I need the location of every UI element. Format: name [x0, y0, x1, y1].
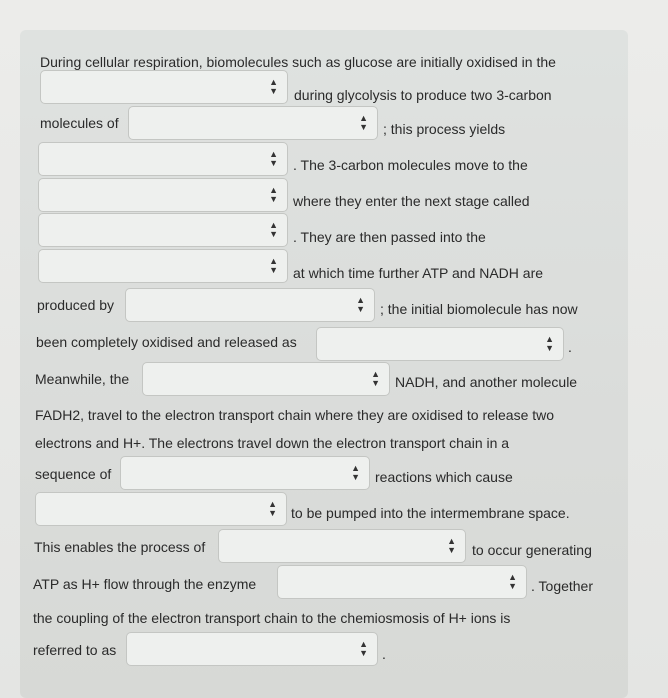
dropdown-3[interactable]	[38, 142, 288, 176]
up-down-arrow-icon: ▲ ▼	[359, 639, 368, 658]
dropdown-5[interactable]	[38, 213, 288, 247]
question-text: to occur generating	[472, 542, 592, 558]
dropdown-14[interactable]	[126, 632, 378, 666]
up-down-arrow-icon: ▲ ▼	[269, 77, 278, 96]
up-down-arrow-icon: ▲ ▼	[269, 220, 278, 239]
up-down-arrow-icon: ▲ ▼	[371, 369, 380, 388]
question-text: NADH, and another molecule	[395, 374, 578, 390]
dropdown-12[interactable]	[218, 529, 466, 563]
question-text: where they enter the next stage called	[293, 193, 530, 209]
dropdown-1[interactable]	[40, 70, 288, 104]
up-down-arrow-icon: ▲ ▼	[269, 149, 278, 168]
question-text: During cellular respiration, biomolecules such as glucose are initially oxidised in the	[40, 54, 556, 70]
up-down-arrow-icon: ▲ ▼	[268, 499, 277, 518]
up-down-arrow-icon: ▲ ▼	[269, 185, 278, 204]
question-text: to be pumped into the intermembrane space.	[291, 505, 570, 521]
dropdown-7[interactable]	[125, 288, 375, 322]
up-down-arrow-icon: ▲ ▼	[269, 256, 278, 275]
question-text: reactions which cause	[375, 469, 513, 485]
question-text: the coupling of the electron transport chain to the chemiosmosis of H+ ions is	[33, 610, 511, 626]
question-text: This enables the process of	[34, 539, 206, 555]
up-down-arrow-icon: ▲ ▼	[508, 572, 517, 591]
up-down-arrow-icon: ▲ ▼	[359, 113, 368, 132]
up-down-arrow-icon: ▲ ▼	[351, 463, 360, 482]
question-text: . Together	[531, 578, 594, 594]
question-text: been completely oxidised and released as	[36, 334, 297, 350]
question-text: produced by	[37, 297, 115, 313]
dropdown-4[interactable]	[38, 178, 288, 212]
question-text: electrons and H+. The electrons travel down the electron transport chain in a	[35, 435, 510, 451]
dropdown-13[interactable]	[277, 565, 527, 599]
question-text: .	[568, 339, 572, 355]
question-text: during glycolysis to produce two 3-carbon	[294, 87, 552, 103]
dropdown-2[interactable]	[128, 106, 378, 140]
up-down-arrow-icon: ▲ ▼	[545, 334, 554, 353]
question-text: . The 3-carbon molecules move to the	[293, 157, 528, 173]
dropdown-11[interactable]	[35, 492, 287, 526]
question-text: .	[382, 646, 386, 662]
question-text: at which time further ATP and NADH are	[293, 265, 544, 281]
dropdown-9[interactable]	[142, 362, 390, 396]
up-down-arrow-icon: ▲ ▼	[447, 536, 456, 555]
question-text: Meanwhile, the	[35, 371, 130, 387]
question-text: . They are then passed into the	[293, 229, 486, 245]
up-down-arrow-icon: ▲ ▼	[356, 295, 365, 314]
question-text: sequence of	[35, 466, 112, 482]
question-text: ; this process yields	[383, 121, 506, 137]
dropdown-6[interactable]	[38, 249, 288, 283]
question-text: molecules of	[40, 115, 119, 131]
dropdown-10[interactable]	[120, 456, 370, 490]
dropdown-8[interactable]	[316, 327, 564, 361]
question-text: FADH2, travel to the electron transport chain where they are oxidised to release two	[35, 407, 555, 423]
question-text: referred to as	[33, 642, 117, 658]
question-text: ; the initial biomolecule has now	[380, 301, 578, 317]
question-text: ATP as H+ flow through the enzyme	[33, 576, 257, 592]
